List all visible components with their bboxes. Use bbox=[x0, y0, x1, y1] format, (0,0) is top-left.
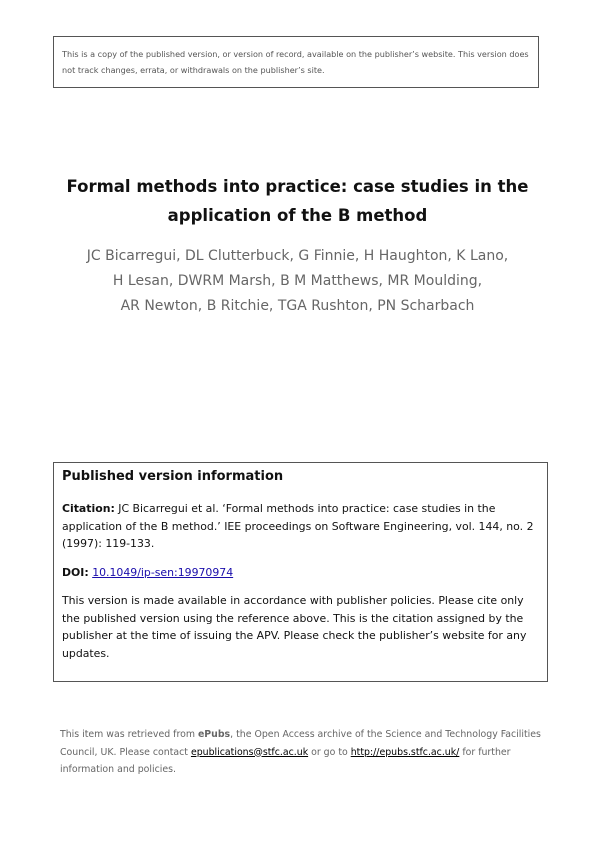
citation-label: Citation: bbox=[62, 502, 115, 515]
policy-paragraph: This version is made available in accordance with publisher policies. Please cite only the published version using the reference above. This is the citation assigned by the publisher at the time of issuing the APV. Please check the publisher’s website for any updates. bbox=[62, 594, 527, 660]
info-heading: Published version information bbox=[62, 469, 284, 484]
version-notice-box bbox=[53, 36, 539, 88]
footer-epubs: ePubs bbox=[197, 729, 231, 740]
doi-link[interactable]: 10.1049/ip-sen:19970974 bbox=[92, 565, 234, 579]
footer-part-2: , the Open Access archive of the Science and Technology Facilities Council, UK. Please contact bbox=[60, 729, 541, 758]
footer-url-link[interactable]: http://epubs.stfc.ac.uk/ bbox=[350, 746, 460, 758]
author-line-3: AR Newton, B Ritchie, TGA Rushton, PN Scharbach bbox=[120, 298, 475, 314]
doi-paragraph bbox=[62, 564, 539, 582]
paper-title-line-2: application of the B method bbox=[167, 206, 428, 225]
author-line-1: JC Bicarregui, DL Clutterbuck, G Finnie, H Haughton, K Lano, bbox=[86, 248, 509, 264]
author-line-2: H Lesan, DWRM Marsh, B M Matthews, MR Moulding, bbox=[112, 273, 483, 289]
footer-text bbox=[60, 726, 550, 779]
published-version-info-box bbox=[53, 462, 548, 682]
paper-title bbox=[60, 172, 535, 230]
footer-part-1: This item was retrieved from bbox=[60, 729, 198, 740]
author-list bbox=[60, 244, 535, 319]
footer-part-4: for further information and policies. bbox=[60, 746, 511, 775]
footer-email-link[interactable]: epublications@stfc.ac.uk bbox=[190, 746, 309, 758]
version-notice-text: This is a copy of the published version, or version of record, available on the publisher’s website. This version does not track changes, errata, or withdrawals on the publisher’s site. bbox=[62, 49, 529, 75]
citation-text: JC Bicarregui et al. ‘Formal methods into practice: case studies in the application of the B method.’ IEE proceedings on Software Engineering, vol. 144, no. 2 (1997): 119-133. bbox=[62, 502, 534, 550]
paper-title-line-1: Formal methods into practice: case studies in the bbox=[66, 177, 529, 196]
footer-part-3: or go to bbox=[308, 746, 351, 758]
citation-paragraph bbox=[62, 500, 539, 553]
doi-label: DOI: bbox=[62, 565, 89, 579]
